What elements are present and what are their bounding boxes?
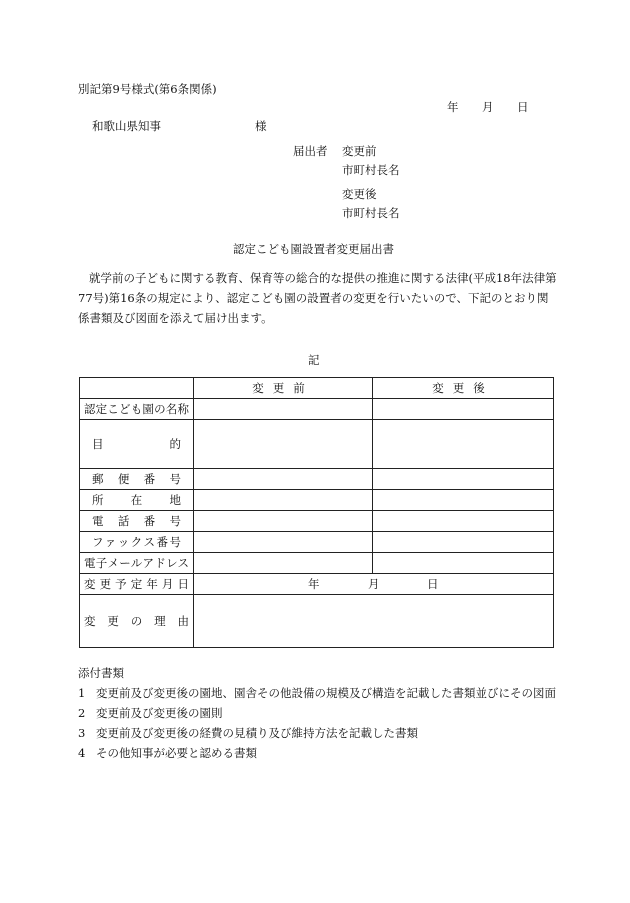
body-paragraph: 就学前の子どもに関する教育、保育等の総合的な提供の推進に関する法律(平成18年法律第77号)第16条の規定により、認定こども園の設置者の変更を行いたいので、下記のとおり関係書類及び図面を添えて届け出ます。 <box>78 271 557 325</box>
after-cell <box>373 553 554 574</box>
scheduled-day: 日 <box>427 577 439 591</box>
after-cell <box>373 511 554 532</box>
submitter-before-label: 変更前 <box>342 144 377 158</box>
row-label-scheduled-date: 変更予定年月日 <box>80 574 194 595</box>
after-cell <box>373 420 554 469</box>
list-item-number: 2 <box>78 706 86 720</box>
document-title: 認定こども園設置者変更届出書 <box>233 242 394 256</box>
ki-heading: 記 <box>308 353 320 367</box>
after-cell <box>373 469 554 490</box>
list-item <box>78 723 558 743</box>
after-cell <box>373 399 554 420</box>
after-cell <box>373 490 554 511</box>
table-row <box>80 490 554 511</box>
list-item <box>78 683 558 703</box>
attachments-list <box>78 663 558 763</box>
table-row <box>80 420 554 469</box>
list-item-text: 変更前及び変更後の経費の見積り及び維持方法を記載した書類 <box>96 726 418 740</box>
header-blank-cell <box>80 378 194 399</box>
row-label-reason: 変更の理由 <box>80 595 194 648</box>
submitter-before-name-label: 市町村長名 <box>342 163 400 177</box>
scheduled-month: 月 <box>368 577 380 591</box>
scheduled-date-cell <box>194 574 554 595</box>
date-month: 月 <box>482 100 494 114</box>
date-year: 年 <box>447 100 459 114</box>
form-number: 別記第9号様式(第6条関係) <box>78 82 217 96</box>
row-label-phone: 電話番号 <box>80 511 194 532</box>
before-cell <box>194 469 373 490</box>
after-cell <box>373 532 554 553</box>
submitter-after-label: 変更後 <box>342 187 377 201</box>
addressee: 和歌山県知事 <box>92 119 161 133</box>
table-row <box>80 399 554 420</box>
list-item <box>78 703 558 723</box>
before-cell <box>194 420 373 469</box>
list-item-text: その他知事が必要と認める書類 <box>96 746 257 760</box>
honorific: 様 <box>255 119 267 133</box>
row-label-fax: ファックス番号 <box>80 532 194 553</box>
list-item-text: 変更前及び変更後の園則 <box>96 706 223 720</box>
list-item-number: 3 <box>78 726 86 740</box>
list-item-text: 変更前及び変更後の園地、園舎その他設備の規模及び構造を記載した書類並びにその図面 <box>96 686 556 700</box>
table-row <box>80 553 554 574</box>
scheduled-year: 年 <box>308 577 320 591</box>
table-row <box>80 511 554 532</box>
table-row <box>80 469 554 490</box>
col-after-header: 変更後 <box>373 378 554 399</box>
row-label-name: 認定こども園の名称 <box>80 399 194 420</box>
submitter-after-name-label: 市町村長名 <box>342 206 400 220</box>
table-row <box>80 595 554 648</box>
table-row <box>80 532 554 553</box>
table-row <box>80 574 554 595</box>
row-label-email: 電子メールアドレス <box>80 553 194 574</box>
list-item-number: 4 <box>78 746 86 760</box>
row-label-address: 所在地 <box>80 490 194 511</box>
attachments-heading: 添付書類 <box>78 666 124 680</box>
list-item <box>78 743 558 763</box>
col-before-header: 変更前 <box>194 378 373 399</box>
before-cell <box>194 511 373 532</box>
list-item-number: 1 <box>78 686 86 700</box>
before-cell <box>194 490 373 511</box>
before-cell <box>194 553 373 574</box>
date-day: 日 <box>517 100 529 114</box>
table-header-row <box>80 378 554 399</box>
row-label-purpose: 目的 <box>80 420 194 469</box>
before-cell <box>194 399 373 420</box>
before-cell <box>194 532 373 553</box>
change-table <box>79 377 554 648</box>
reason-cell <box>194 595 554 648</box>
row-label-postal-code: 郵便番号 <box>80 469 194 490</box>
submitter-label: 届出者 <box>293 144 328 158</box>
